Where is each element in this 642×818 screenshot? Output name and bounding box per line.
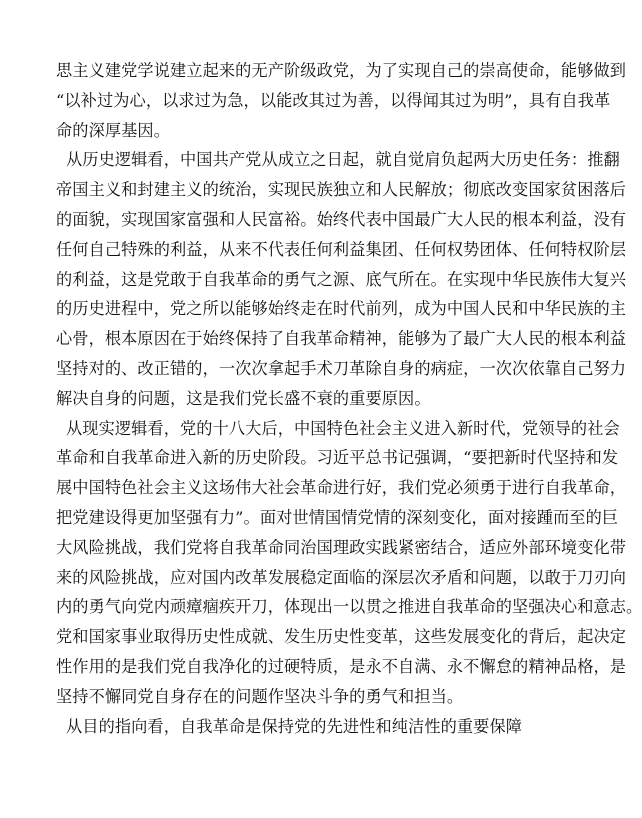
text-line: 心骨，根本原因在于始终保持了自我革命精神，能够为了最广大人民的根本利益 [56,329,627,349]
text-line: 坚持对的、改正错的，一次次拿起手术刀革除自身的病症，一次次依靠自己努力 [56,358,627,378]
text-line: 性作用的是我们党自我净化的过硬特质，是永不自满、永不懈怠的精神品格，是 [56,656,627,676]
text-line: “以补过为心，以求过为急，以能改其过为善，以得闻其过为明”，具有自我革 [56,90,611,110]
text-line: 的面貌，实现国家富强和人民富裕。始终代表中国最广大人民的根本利益，没有 [56,209,627,229]
text-line: 党和国家事业取得历史性成就、发生历史性变革，这些发展变化的背后，起决定 [56,627,627,647]
text-line: 从历史逻辑看，中国共产党从成立之日起，就自觉肩负起两大历史任务：推翻 [66,150,620,170]
text-line: 来的风险挑战，应对国内改革发展稳定面临的深层次矛盾和问题，以敢于刀刃向 [56,567,627,587]
text-line: 从目的指向看，自我革命是保持党的先进性和纯洁性的重要保障 [66,716,523,736]
text-line: 坚持不懈同党自身存在的问题作坚决斗争的勇气和担当。 [56,686,464,706]
text-line: 的利益，这是党敢于自我革命的勇气之源、底气所在。在实现中华民族伟大复兴 [56,269,627,289]
text-line: 帝国主义和封建主义的统治，实现民族独立和人民解放；彻底改变国家贫困落后 [56,180,627,200]
text-line: 从现实逻辑看，党的十八大后，中国特色社会主义进入新时代，党领导的社会 [66,418,620,438]
text-line: 革命和自我革命进入新的历史阶段。习近平总书记强调，“要把新时代坚持和发 [56,448,619,468]
text-line: 任何自己特殊的利益，从来不代表任何利益集团、任何权势团体、任何特权阶层 [56,239,627,259]
text-line: 思主义建党学说建立起来的无产阶级政党，为了实现自己的崇高使命，能够做到 [56,61,627,80]
text-line: 内的勇气向党内顽瘴痼疾开刀，体现出一以贯之推进自我革命的坚强决心和意志。 [56,597,642,617]
text-line: 解决自身的问题，这是我们党长盛不衰的重要原因。 [56,388,431,408]
text-line: 的历史进程中，党之所以能够始终走在时代前列，成为中国人民和中华民族的主 [56,299,627,319]
text-line: 命的深厚基因。 [56,120,171,140]
text-line: 展中国特色社会主义这场伟大社会革命进行好，我们党必须勇于进行自我革命， [56,478,627,498]
text-line: 大风险挑战，我们党将自我革命同治国理政实践紧密结合，适应外部环境变化带 [56,537,627,557]
text-line: 把党建设得更加坚强有力”。面对世情国情党情的深刻变化，面对接踵而至的巨 [56,507,619,527]
